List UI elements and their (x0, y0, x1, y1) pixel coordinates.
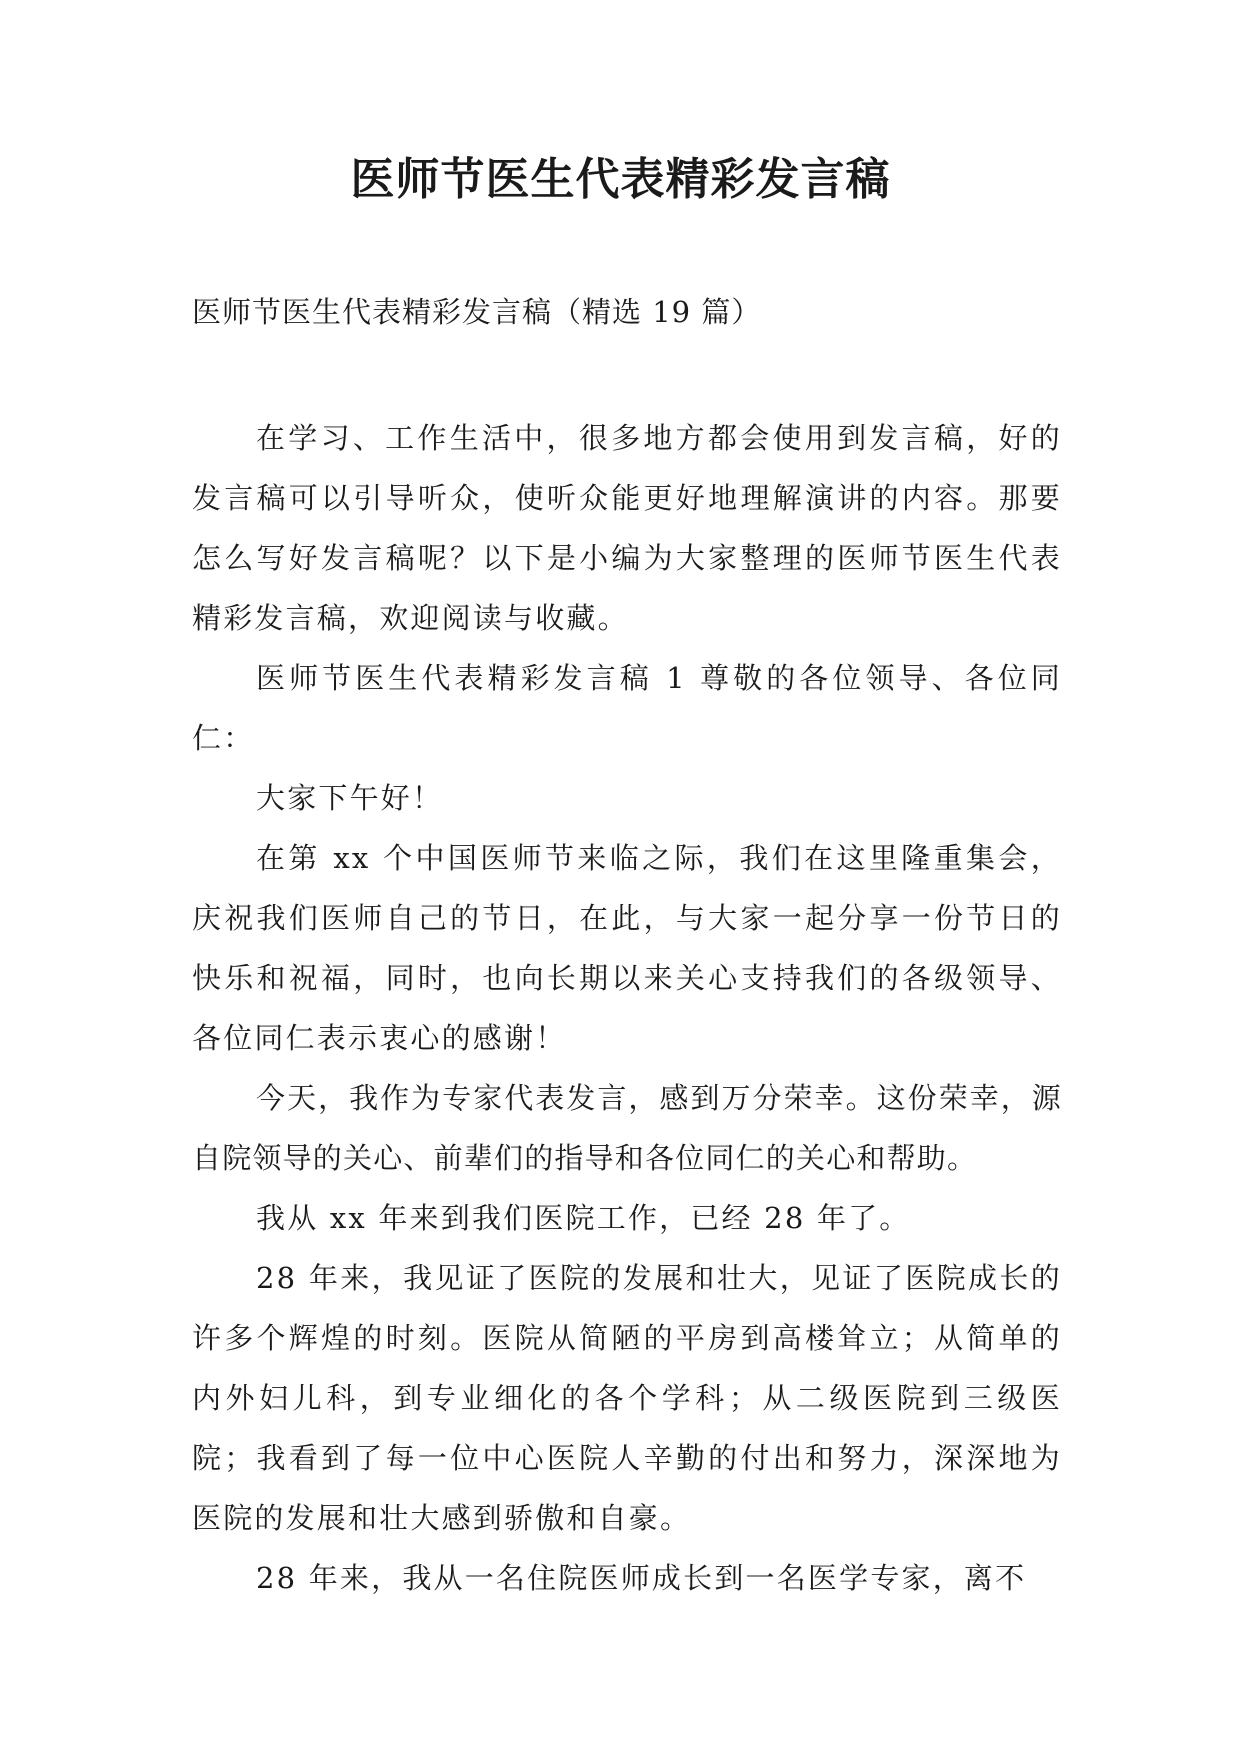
paragraph-intro: 在学习、工作生活中，很多地方都会使用到发言稿，好的发言稿可以引导听众，使听众能更好地理解演讲的内容。那要怎么写好发言稿呢？以下是小编为大家整理的医师节医生代表精彩发言稿，欢迎阅读与收藏。 (192, 421, 1062, 635)
document-subtitle: 医师节医生代表精彩发言稿（精选 19 篇） (192, 295, 762, 329)
document-body (192, 408, 1062, 1608)
document-title: 医师节医生代表精彩发言稿 (350, 154, 891, 205)
paragraph-honor: 今天，我作为专家代表发言，感到万分荣幸。这份荣幸，源自院领导的关心、前辈们的指导和各位同仁的关心和帮助。 (192, 1081, 1062, 1175)
paragraph-greeting: 大家下午好！ (256, 781, 444, 815)
paragraph-celebration: 在第 xx 个中国医师节来临之际，我们在这里隆重集会，庆祝我们医师自己的节日，在此，与大家一起分享一份节日的快乐和祝福，同时，也向长期以来关心支持我们的各级领导、各位同仁表示衷心的感谢！ (192, 841, 1062, 1055)
paragraph-personal-growth: 28 年来，我从一名住院医师成长到一名医学专家，离不 (256, 1561, 1027, 1595)
paragraph-years: 我从 xx 年来到我们医院工作，已经 28 年了。 (256, 1201, 911, 1235)
paragraph-hospital-growth: 28 年来，我见证了医院的发展和壮大，见证了医院成长的许多个辉煌的时刻。医院从简陋的平房到高楼耸立；从简单的内外妇儿科，到专业细化的各个学科；从二级医院到三级医院；我看到了每一位中心医院人辛勤的付出和努力，深深地为医院的发展和壮大感到骄傲和自豪。 (192, 1261, 1062, 1535)
paragraph-speech-heading: 医师节医生代表精彩发言稿 1 尊敬的各位领导、各位同仁： (192, 661, 1062, 755)
